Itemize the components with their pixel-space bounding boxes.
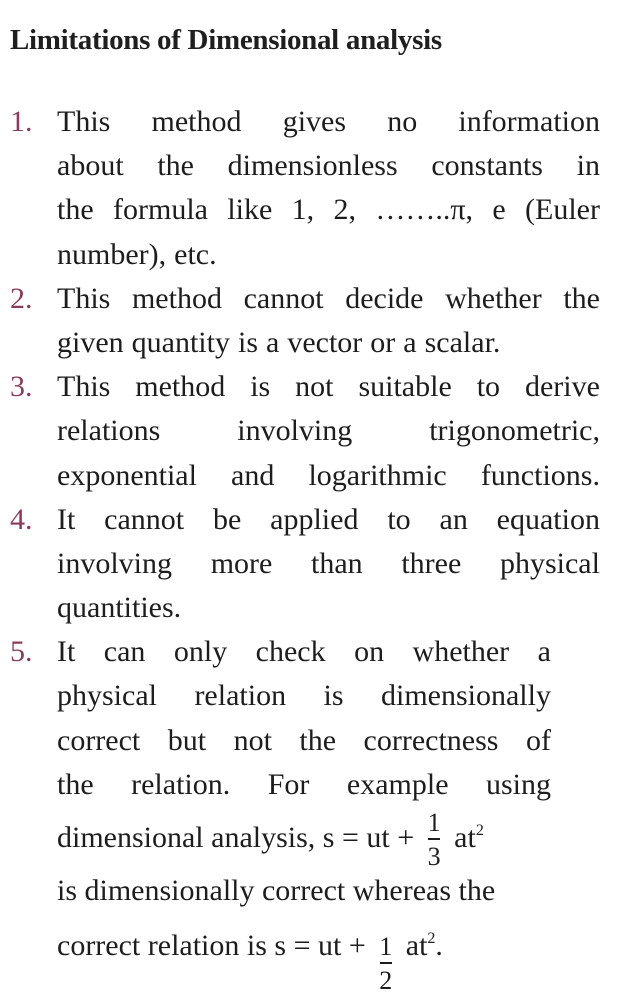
word: This: [57, 370, 111, 404]
word: is: [250, 370, 271, 404]
word: relations: [57, 414, 161, 448]
word: number),: [57, 237, 167, 271]
word: 1,: [291, 193, 315, 227]
text-line: [57, 630, 551, 674]
word: formula: [113, 193, 208, 227]
word: derive: [524, 370, 600, 404]
word: given: [57, 325, 124, 359]
text-line: [57, 277, 600, 321]
fraction-denominator: 2: [379, 965, 393, 995]
word: relation.: [131, 767, 231, 801]
equation-line-1: [57, 807, 599, 869]
word: gives: [282, 105, 347, 138]
word: This: [57, 281, 111, 315]
equation-suffix: at: [454, 821, 476, 854]
word: equation: [496, 502, 600, 536]
word: about: [57, 149, 124, 183]
equation-end: .: [435, 929, 443, 962]
word: (Euler: [525, 193, 600, 227]
text-line: [57, 498, 600, 542]
word: This: [57, 105, 111, 138]
word: decide: [345, 281, 424, 315]
text-line: [57, 365, 600, 409]
word: ……..π,: [375, 193, 473, 227]
limitations-list: [10, 100, 600, 995]
text-line: [57, 586, 600, 630]
word: an: [439, 502, 468, 536]
word: For: [267, 767, 310, 801]
text-line: [57, 542, 600, 586]
fraction: [379, 934, 392, 994]
word: trigonometric,: [429, 414, 600, 448]
word: physical: [57, 679, 157, 713]
list-item-2: [10, 277, 600, 365]
word: more: [210, 546, 273, 580]
item-number: 2.: [10, 281, 33, 315]
list-item-5: [10, 630, 599, 995]
exponent: 2: [475, 822, 484, 839]
word: quantity: [131, 325, 230, 359]
word: can: [103, 635, 146, 669]
word: like: [227, 193, 273, 227]
list-item-4: [10, 498, 600, 631]
text-line: [57, 100, 600, 144]
word: and: [231, 458, 275, 492]
word: or: [370, 325, 396, 359]
word: 2,: [333, 193, 356, 227]
word: It: [57, 502, 76, 536]
word: than: [311, 546, 363, 580]
word: correct: [57, 723, 141, 757]
word: constants: [431, 149, 543, 183]
word: physical: [499, 546, 600, 580]
text-line: [57, 869, 599, 913]
word: the: [299, 723, 337, 757]
text-line: [57, 674, 551, 718]
word: information: [458, 105, 600, 138]
word: functions.: [480, 458, 600, 492]
word: e: [492, 193, 506, 227]
word: scalar.: [424, 325, 501, 359]
middle-line-text: is dimensionally correct whereas the: [57, 874, 496, 907]
word: not: [295, 370, 334, 404]
equation-prefix: correct relation is s = ut +: [57, 929, 366, 962]
text-line: [57, 409, 600, 453]
word: the: [57, 767, 94, 801]
word: correctness: [363, 723, 499, 757]
item-number: 1.: [10, 105, 33, 138]
word: dimensionally: [381, 679, 551, 713]
word: quantities.: [57, 591, 182, 625]
text-line: [57, 321, 600, 365]
word: cannot: [243, 281, 324, 315]
word: only: [173, 635, 228, 669]
item-number: 3.: [10, 370, 33, 404]
fraction-denominator: 3: [427, 841, 441, 871]
list-item-1: [10, 100, 600, 277]
equation-prefix: dimensional analysis, s = ut +: [57, 821, 415, 854]
text-line: [57, 144, 600, 188]
word: of: [525, 723, 551, 757]
word: to: [476, 370, 501, 404]
word: the: [57, 193, 94, 227]
fraction-numerator: 1: [379, 932, 393, 962]
word: be: [212, 502, 242, 536]
word: method: [135, 370, 226, 404]
fraction: [428, 810, 441, 870]
item-number: 5.: [10, 635, 33, 669]
item-number: 4.: [10, 502, 33, 536]
text-line: [57, 233, 600, 277]
word: example: [346, 767, 449, 801]
word: a: [403, 325, 417, 359]
equation-suffix: at: [405, 929, 428, 962]
word: dimensionless: [227, 149, 398, 183]
word: using: [485, 767, 551, 801]
word: on: [354, 635, 385, 669]
fraction-numerator: 1: [427, 808, 441, 838]
word: but: [167, 723, 207, 757]
word: in: [576, 149, 600, 183]
word: not: [233, 723, 272, 757]
section-title: Limitations of Dimensional analysis: [10, 24, 442, 56]
word: applied: [270, 502, 359, 536]
word: relation: [194, 679, 287, 713]
word: three: [401, 546, 462, 580]
word: is: [323, 679, 344, 713]
word: no: [387, 105, 418, 138]
word: vector: [287, 325, 363, 359]
word: suitable: [358, 370, 452, 404]
exponent: 2: [427, 930, 436, 947]
word: a: [537, 635, 551, 669]
word: whether: [445, 281, 542, 315]
list-item-3: [10, 365, 600, 498]
word: etc.: [174, 237, 217, 271]
word: method: [131, 281, 222, 315]
word: cannot: [104, 502, 185, 536]
word: the: [157, 149, 194, 183]
word: method: [151, 105, 242, 138]
text-line: [57, 763, 551, 807]
word: It: [57, 635, 76, 669]
text-line: [57, 719, 551, 763]
text-line: [57, 188, 600, 232]
word: is: [237, 325, 258, 359]
word: to: [387, 502, 411, 536]
word: involving: [237, 414, 353, 448]
word: exponential: [57, 458, 197, 492]
text-line: [57, 454, 600, 498]
equation-line-2: [57, 915, 599, 995]
word: whether: [412, 635, 510, 669]
word: the: [563, 281, 600, 315]
word: involving: [57, 546, 173, 580]
word: a: [266, 325, 280, 359]
word: logarithmic: [308, 458, 447, 492]
word: check: [255, 635, 326, 669]
